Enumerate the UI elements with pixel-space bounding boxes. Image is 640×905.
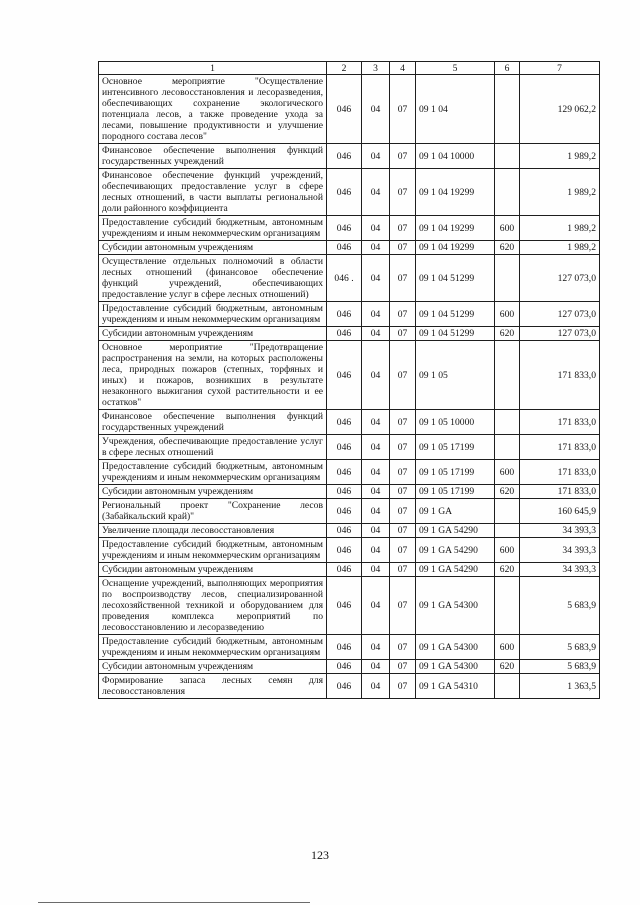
row-expense-type: 620 [495,660,520,674]
row-target-item: 09 1 05 17199 [416,485,495,499]
row-expense-type: 600 [495,460,520,485]
row-amount: 160 645,9 [520,499,600,524]
row-expense-type [495,524,520,538]
row-subsection: 07 [390,341,416,410]
table-row [99,563,600,577]
row-section: 04 [362,327,390,341]
row-expense-type [495,577,520,635]
row-amount: 171 833,0 [520,341,600,410]
row-target-item: 09 1 04 51299 [416,255,495,302]
row-grbs: 046 [327,144,362,169]
row-amount: 127 073,0 [520,302,600,327]
row-subsection: 07 [390,485,416,499]
col-header-3: 3 [362,62,390,75]
row-subsection: 07 [390,255,416,302]
row-expense-type: 620 [495,485,520,499]
row-subsection: 07 [390,410,416,435]
row-target-item: 09 1 04 19299 [416,241,495,255]
col-header-7: 7 [520,62,600,75]
row-section: 04 [362,674,390,699]
row-subsection: 07 [390,302,416,327]
row-subsection: 07 [390,660,416,674]
table-row [99,341,600,410]
row-name: Финансовое обеспечение выполнения функций государственных учреждений [99,410,327,435]
table-row [99,524,600,538]
row-name: Предоставление субсидий бюджетным, автономным учреждениям и иным некоммерческим организациям [99,302,327,327]
col-header-1: 1 [99,62,327,75]
row-section: 04 [362,485,390,499]
row-section: 04 [362,341,390,410]
table-row [99,241,600,255]
row-subsection: 07 [390,577,416,635]
col-header-2: 2 [327,62,362,75]
row-expense-type [495,674,520,699]
row-subsection: 07 [390,327,416,341]
table-row [99,460,600,485]
row-section: 04 [362,241,390,255]
row-subsection: 07 [390,144,416,169]
row-section: 04 [362,435,390,460]
row-grbs: 046 [327,75,362,144]
row-name: Субсидии автономным учреждениям [99,485,327,499]
row-amount: 171 833,0 [520,485,600,499]
table-row [99,435,600,460]
row-amount: 1 363,5 [520,674,600,699]
row-target-item: 09 1 05 17199 [416,460,495,485]
row-expense-type [495,169,520,216]
row-target-item: 09 1 04 [416,75,495,144]
row-expense-type [495,341,520,410]
row-target-item: 09 1 04 19299 [416,216,495,241]
table-row [99,169,600,216]
row-section: 04 [362,302,390,327]
table-row [99,674,600,699]
row-name: Учреждения, обеспечивающие предоставление услуг в сфере лесных отношений [99,435,327,460]
row-expense-type: 600 [495,216,520,241]
table-row [99,327,600,341]
row-section: 04 [362,255,390,302]
footer-rule [38,902,310,903]
col-header-5: 5 [416,62,495,75]
row-name: Осуществление отдельных полномочий в области лесных отношений (финансовое обеспечение функций учреждений, обеспечивающих предоставление услуг в сфере лесных отношений) [99,255,327,302]
row-section: 04 [362,169,390,216]
table-row [99,302,600,327]
row-grbs: 046 [327,524,362,538]
row-expense-type [495,435,520,460]
table-row [99,144,600,169]
row-name: Предоставление субсидий бюджетным, автономным учреждениям и иным некоммерческим организациям [99,216,327,241]
row-grbs: 046 [327,460,362,485]
row-section: 04 [362,524,390,538]
row-target-item: 09 1 GA 54290 [416,538,495,563]
table-row [99,635,600,660]
row-name: Основное мероприятие "Предотвращение распространения на земли, на которых расположены леса, природных пожаров (степных, торфяных и иных) и пожаров, возникших в результате незаконного выжигания сухой растительности и ее остатков" [99,341,327,410]
table-row [99,577,600,635]
row-amount: 171 833,0 [520,435,600,460]
table-body [99,75,600,699]
row-target-item: 09 1 GA 54310 [416,674,495,699]
header-row [99,62,600,75]
row-name: Оснащение учреждений, выполняющих мероприятия по воспроизводству лесов, специализированной лесохозяйственной техникой и оборудованием для проведения комплекса мероприятий по лесовосстановлению и лесоразведению [99,577,327,635]
row-amount: 127 073,0 [520,255,600,302]
row-target-item: 09 1 05 10000 [416,410,495,435]
row-amount: 1 989,2 [520,241,600,255]
row-grbs: 046 [327,563,362,577]
row-subsection: 07 [390,169,416,216]
table-row [99,485,600,499]
row-section: 04 [362,635,390,660]
row-grbs: 046 [327,577,362,635]
row-target-item: 09 1 GA 54290 [416,524,495,538]
row-amount: 127 073,0 [520,327,600,341]
row-name: Основное мероприятие "Осуществление интенсивного лесовосстановления и лесоразведения, обеспечивающих сохранение экологического потенциала лесов, а также проведение ухода за лесами, повышение продуктивности и улучшение породного состава лесов" [99,75,327,144]
row-target-item: 09 1 04 51299 [416,302,495,327]
row-name: Региональный проект "Сохранение лесов (Забайкальский край)" [99,499,327,524]
row-section: 04 [362,460,390,485]
row-section: 04 [362,563,390,577]
row-grbs: 046 [327,499,362,524]
row-grbs: 046 [327,341,362,410]
row-name: Субсидии автономным учреждениям [99,563,327,577]
row-target-item: 09 1 GA [416,499,495,524]
row-name: Субсидии автономным учреждениям [99,241,327,255]
table-row [99,216,600,241]
row-expense-type [495,75,520,144]
col-header-6: 6 [495,62,520,75]
row-name: Предоставление субсидий бюджетным, автономным учреждениям и иным некоммерческим организациям [99,460,327,485]
row-grbs: 046 [327,635,362,660]
row-grbs: 046 [327,169,362,216]
row-expense-type: 620 [495,241,520,255]
row-name: Предоставление субсидий бюджетным, автономным учреждениям и иным некоммерческим организациям [99,635,327,660]
row-amount: 171 833,0 [520,460,600,485]
row-name: Финансовое обеспечение функций учреждений, обеспечивающих предоставление услуг в сфере лесных отношений, в части выплаты региональной доли районного коэффициента [99,169,327,216]
row-grbs: 046 [327,302,362,327]
row-section: 04 [362,144,390,169]
row-target-item: 09 1 04 51299 [416,327,495,341]
row-section: 04 [362,216,390,241]
row-name: Субсидии автономным учреждениям [99,660,327,674]
row-grbs: 046 [327,485,362,499]
row-name: Предоставление субсидий бюджетным, автономным учреждениям и иным некоммерческим организациям [99,538,327,563]
row-grbs: 046 [327,410,362,435]
row-grbs: 046 [327,538,362,563]
row-grbs: 046 . [327,255,362,302]
row-subsection: 07 [390,563,416,577]
row-subsection: 07 [390,674,416,699]
row-subsection: 07 [390,75,416,144]
row-section: 04 [362,75,390,144]
row-subsection: 07 [390,460,416,485]
row-grbs: 046 [327,216,362,241]
row-expense-type [495,144,520,169]
row-expense-type: 620 [495,327,520,341]
row-grbs: 046 [327,674,362,699]
row-grbs: 046 [327,327,362,341]
table-row [99,255,600,302]
row-name: Формирование запаса лесных семян для лесовосстановления [99,674,327,699]
row-section: 04 [362,660,390,674]
row-grbs: 046 [327,660,362,674]
row-target-item: 09 1 GA 54300 [416,660,495,674]
row-subsection: 07 [390,216,416,241]
row-expense-type [495,499,520,524]
row-name: Финансовое обеспечение выполнения функций государственных учреждений [99,144,327,169]
row-target-item: 09 1 GA 54300 [416,635,495,660]
row-section: 04 [362,499,390,524]
row-section: 04 [362,410,390,435]
row-amount: 1 989,2 [520,144,600,169]
budget-table [98,61,600,699]
table-row [99,660,600,674]
row-expense-type: 600 [495,538,520,563]
row-amount: 34 393,3 [520,563,600,577]
row-expense-type: 600 [495,635,520,660]
row-amount: 5 683,9 [520,635,600,660]
row-amount: 34 393,3 [520,538,600,563]
row-amount: 171 833,0 [520,410,600,435]
row-target-item: 09 1 05 [416,341,495,410]
row-expense-type: 600 [495,302,520,327]
page-number: 123 [311,848,329,862]
row-subsection: 07 [390,538,416,563]
row-subsection: 07 [390,435,416,460]
row-section: 04 [362,538,390,563]
row-name: Увеличение площади лесовосстановления [99,524,327,538]
row-amount: 1 989,2 [520,169,600,216]
row-expense-type: 620 [495,563,520,577]
col-header-4: 4 [390,62,416,75]
row-amount: 5 683,9 [520,660,600,674]
row-grbs: 046 [327,435,362,460]
row-target-item: 09 1 GA 54300 [416,577,495,635]
row-amount: 5 683,9 [520,577,600,635]
row-subsection: 07 [390,524,416,538]
row-subsection: 07 [390,241,416,255]
row-name: Субсидии автономным учреждениям [99,327,327,341]
row-subsection: 07 [390,499,416,524]
row-section: 04 [362,577,390,635]
row-subsection: 07 [390,635,416,660]
table-row [99,410,600,435]
table-row [99,538,600,563]
row-grbs: 046 [327,241,362,255]
table-row [99,499,600,524]
row-expense-type [495,410,520,435]
table-row [99,75,600,144]
row-target-item: 09 1 04 10000 [416,144,495,169]
row-target-item: 09 1 GA 54290 [416,563,495,577]
row-target-item: 09 1 05 17199 [416,435,495,460]
row-amount: 34 393,3 [520,524,600,538]
row-expense-type [495,255,520,302]
row-amount: 129 062,2 [520,75,600,144]
row-amount: 1 989,2 [520,216,600,241]
row-target-item: 09 1 04 19299 [416,169,495,216]
